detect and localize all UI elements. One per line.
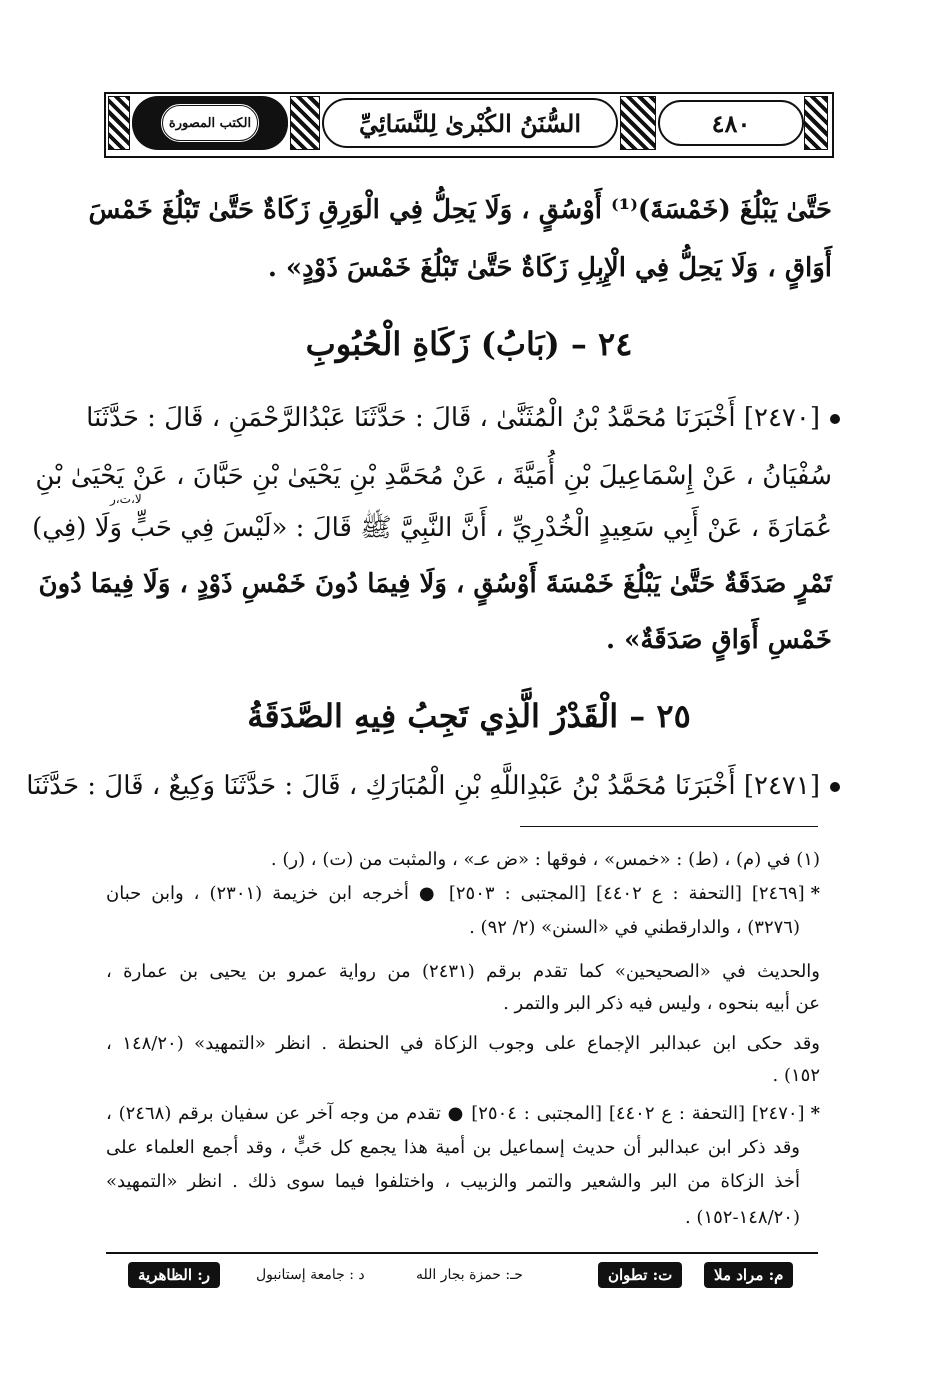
ornament-right-inner — [620, 96, 656, 150]
hadith-text: [٢٤٧١] أَخْبَرَنَا مُحَمَّدُ بْنُ عَبْدِاللَّهِ بْنِ الْمُبَارَكِ ، قَالَ : حَدَّثَنَا وَكِيعٌ ، قَالَ : حَدَّثَنَا — [26, 771, 820, 801]
hadith-2470-line — [86, 400, 840, 436]
footnote-2469 — [106, 880, 820, 908]
logo-text: الكتب المصورة — [168, 115, 252, 131]
source-label-d: د : جامعة إستانبول — [256, 1267, 365, 1283]
footnote-text: وقد ذكر ابن عبدالبر أن حديث إسماعيل بن أمية هذا يجمع كل حَبٍّ ، وقد أجمع العلماء على — [106, 1137, 800, 1158]
footnote-text: عن أبيه بنحوه ، وليس فيه ذكر البر والتمر . — [503, 993, 820, 1014]
chapter-heading: ٢٥ – الْقَدْرُ الَّذِي تَجِبُ فِيهِ الصَّدَقَةُ — [247, 697, 691, 735]
footnote-text: وقد حكى ابن عبدالبر الإجماع على وجوب الزكاة في الحنطة . انظر «التمهيد» (١٤٨/٢٠ ، — [106, 1033, 821, 1054]
hadith-2470-line: خَمْسِ أَوَاقٍ صَدَقَةٌ» . — [606, 625, 832, 655]
source-tag-r: ر: الظاهرية — [128, 1262, 220, 1288]
ornament-left-outer — [108, 96, 130, 150]
bottom-rule — [106, 1252, 818, 1254]
footnote-text: والحديث في «الصحيحين» كما تقدم برقم (٢٤٣١) من رواية عمرو بن يحيى بن عمارة ، — [106, 961, 820, 982]
page-header — [104, 92, 834, 158]
book-title-box — [322, 98, 618, 148]
footnote-text: (٣٢٧٦) ، والدارقطني في «السنن» (٢/ ٩٢) . — [469, 917, 800, 938]
book-title: السُّنَنُ الكُبْرىٰ لِلنَّسَائِيِّ — [358, 108, 582, 138]
marginal-note: لا،ت،ر — [110, 492, 142, 506]
hadith-text: [٢٤٧٠] أَخْبَرَنَا مُحَمَّدُ بْنُ الْمُثَنَّىٰ ، قَالَ : حَدَّثَنَا عَبْدُالرَّحْمَنِ ، قَالَ : حَدَّثَنَا — [86, 403, 820, 433]
hadith-2470-line: عُمَارَةَ ، عَنْ أَبِي سَعِيدٍ الْخُدْرِيِّ ، أَنَّ النَّبِيَّ ﷺ قَالَ : «لَيْسَ فِي حَبٍّ وَلَا (فِي) — [32, 513, 832, 543]
asterisk-icon: * — [810, 1103, 820, 1124]
footnote: (١) في (م) ، (ط) : «خمس» ، فوقها : «ض عـ» ، والمثبت من (ت) ، (ر) . — [270, 849, 820, 870]
hadith-2471-line — [26, 768, 840, 804]
chapter-heading: ٢٤ – (بَابُ) زَكَاةِ الْحُبُوبِ — [305, 325, 633, 363]
text-line: أَوَاقٍ ، وَلَا يَحِلُّ فِي الْإِبِلِ زَكَاةٌ حَتَّىٰ تَبْلُغَ خَمْسَ ذَوْدٍ» . — [267, 253, 832, 283]
text-line: حَتَّىٰ يَبْلُغَ (خَمْسَةَ)⁽¹⁾ أَوْسُقٍ ، وَلَا يَحِلُّ فِي الْوَرِقِ زَكَاةٌ حَتَّىٰ تَبْلُغَ خَمْسَ — [88, 195, 832, 225]
source-tag-t: ت: تطوان — [598, 1262, 682, 1288]
page-number: ٤٨٠ — [711, 108, 751, 138]
footnote-2470 — [106, 1100, 820, 1128]
hadith-2470-line: تَمْرٍ صَدَقَةٌ حَتَّىٰ يَبْلُغَ خَمْسَةَ أَوْسُقٍ ، وَلَا فِيمَا دُونَ خَمْسِ ذَوْدٍ ، وَلَا فِيمَا دُونَ — [38, 569, 832, 599]
logo — [132, 96, 288, 150]
footnote-text: [٢٤٧٠] [التحفة : ع ٤٤٠٢] [المجتبى : ٢٥٠٤] ● تقدم من وجه آخر عن سفيان برقم (٢٤٦٨) ، — [106, 1103, 805, 1124]
asterisk-icon: * — [810, 883, 821, 904]
hadith-2470-line: سُفْيَانُ ، عَنْ إِسْمَاعِيلَ بْنِ أُمَيَّةَ ، عَنْ مُحَمَّدِ بْنِ يَحْيَىٰ بْنِ حَبَّانَ ، عَنْ يَحْيَىٰ بْنِ — [35, 461, 832, 491]
ornament-left-inner — [290, 96, 320, 150]
ornament-right-outer — [804, 96, 828, 150]
footnote-divider — [520, 826, 818, 827]
footnote-text: ١٥٢) . — [772, 1065, 820, 1086]
bullet-icon — [830, 782, 840, 792]
bullet-icon — [830, 414, 840, 424]
footnote-text: [٢٤٦٩] [التحفة : ع ٤٤٠٢] [المجتبى : ٢٥٠٣] ● أخرجه ابن خزيمة (٢٣٠١) ، وابن حبان — [106, 883, 805, 904]
footnote-text: (١٤٨/٢٠-١٥٢) . — [684, 1207, 800, 1228]
footnote-text: أخذ الزكاة من البر والشعير والتمر والزبيب ، واختلفوا فيما سوى ذلك . انظر «التمهيد» — [106, 1171, 800, 1192]
source-tag-m: م: مراد ملا — [704, 1262, 793, 1288]
source-label-h: حـ: حمزة بجار الله — [416, 1267, 523, 1283]
page-number-box — [658, 100, 804, 146]
logo-inner — [160, 103, 260, 143]
